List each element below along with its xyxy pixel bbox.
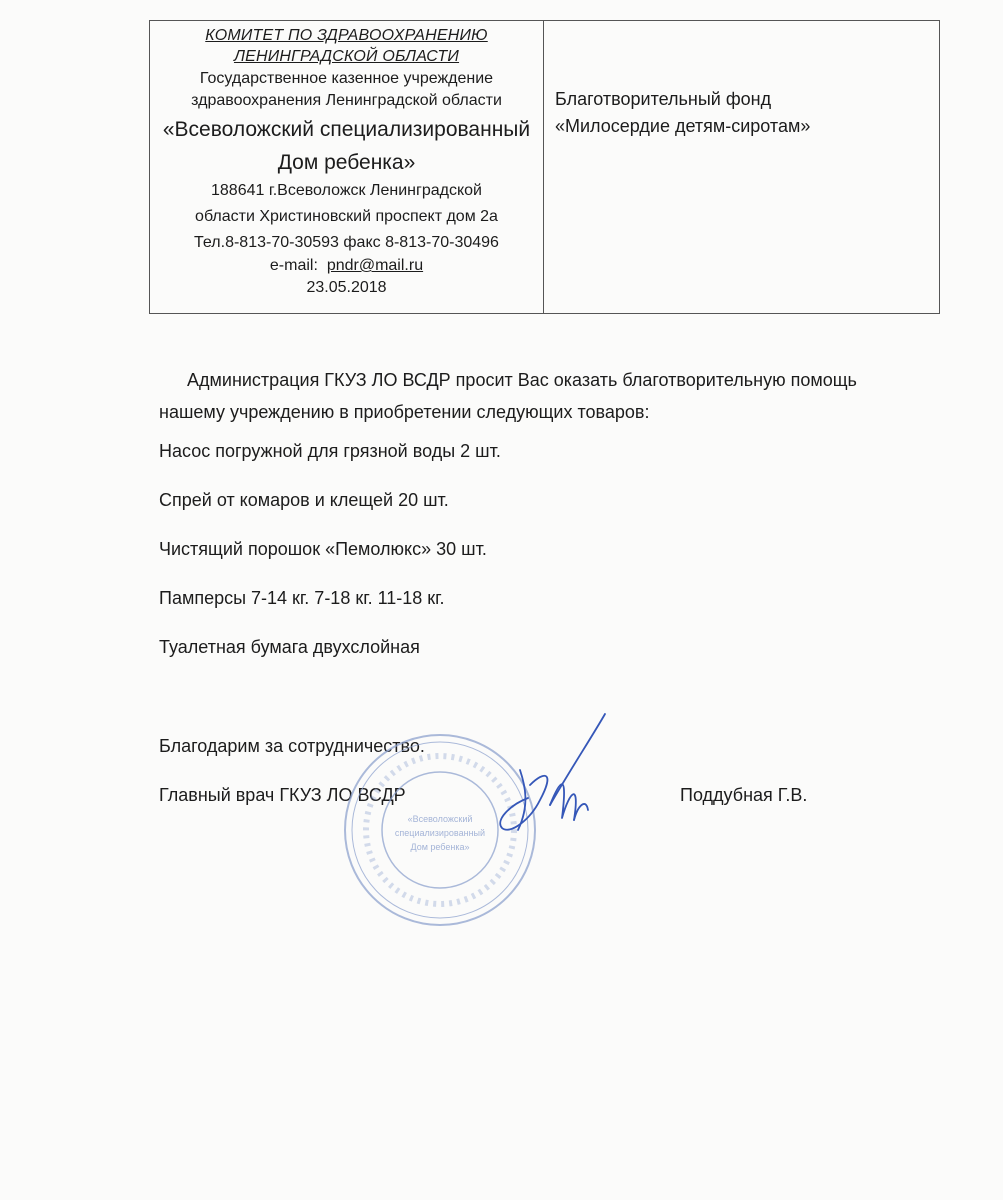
ministry-name-line1: КОМИТЕТ ПО ЗДРАВООХРАНЕНИЮ (205, 27, 488, 44)
stamp-text-line1: «Всеволожский (407, 814, 473, 824)
recipient (555, 86, 810, 140)
request-text: Администрация ГКУЗ ЛО ВСДР просит Вас оказать благотворительную помощь нашему учреждению в приобретении следующих товаров: (159, 370, 857, 422)
institution-type-line2: здравоохранения Ленинградской области (191, 92, 502, 109)
stamp-text-line2: специализированный (394, 828, 486, 838)
signature (470, 710, 620, 850)
institution-type-line1: Государственное казенное учреждение (199, 70, 494, 87)
thanks-line: Благодарим за сотрудничество. (159, 736, 425, 756)
email-label: e-mail: (269, 257, 318, 274)
institution-name-line2: Дом ребенка» (277, 151, 416, 174)
signer-title: Главный врач ГКУЗ ЛО ВСДР (159, 785, 406, 805)
address-line2: области Христиновский проспект дом 2а (195, 208, 498, 225)
email-line (150, 255, 543, 277)
request-paragraph (159, 364, 889, 428)
sender-block (150, 21, 544, 313)
stamp-text-line3: Дом ребенка» (410, 842, 470, 852)
recipient-block (544, 21, 939, 313)
institution-name-line1: «Всеволожский специализированный (162, 118, 531, 141)
recipient-line2: «Милосердие детям-сиротам» (555, 116, 811, 136)
recipient-line1: Благотворительный фонд (555, 89, 772, 109)
list-item: Туалетная бумага двухслойная (159, 637, 420, 657)
ministry-name-line2: ЛЕНИНГРАДСКОЙ ОБЛАСТИ (233, 48, 460, 65)
list-item: Насос погружной для грязной воды 2 шт. (159, 441, 501, 461)
phone-fax-line: Тел.8-813-70-30593 факс 8-813-70-30496 (194, 234, 499, 251)
letterhead-table (149, 20, 940, 314)
list-item: Спрей от комаров и клещей 20 шт. (159, 490, 449, 510)
email-address: pndr@mail.ru (326, 257, 424, 274)
signer-name: Поддубная Г.В. (680, 785, 808, 805)
letter-date: 23.05.2018 (306, 279, 387, 296)
list-item: Памперсы 7-14 кг. 7-18 кг. 11-18 кг. (159, 588, 445, 608)
address-line1: 188641 г.Всеволожск Ленинградской (211, 182, 482, 199)
list-item: Чистящий порошок «Пемолюкс» 30 шт. (159, 539, 487, 559)
